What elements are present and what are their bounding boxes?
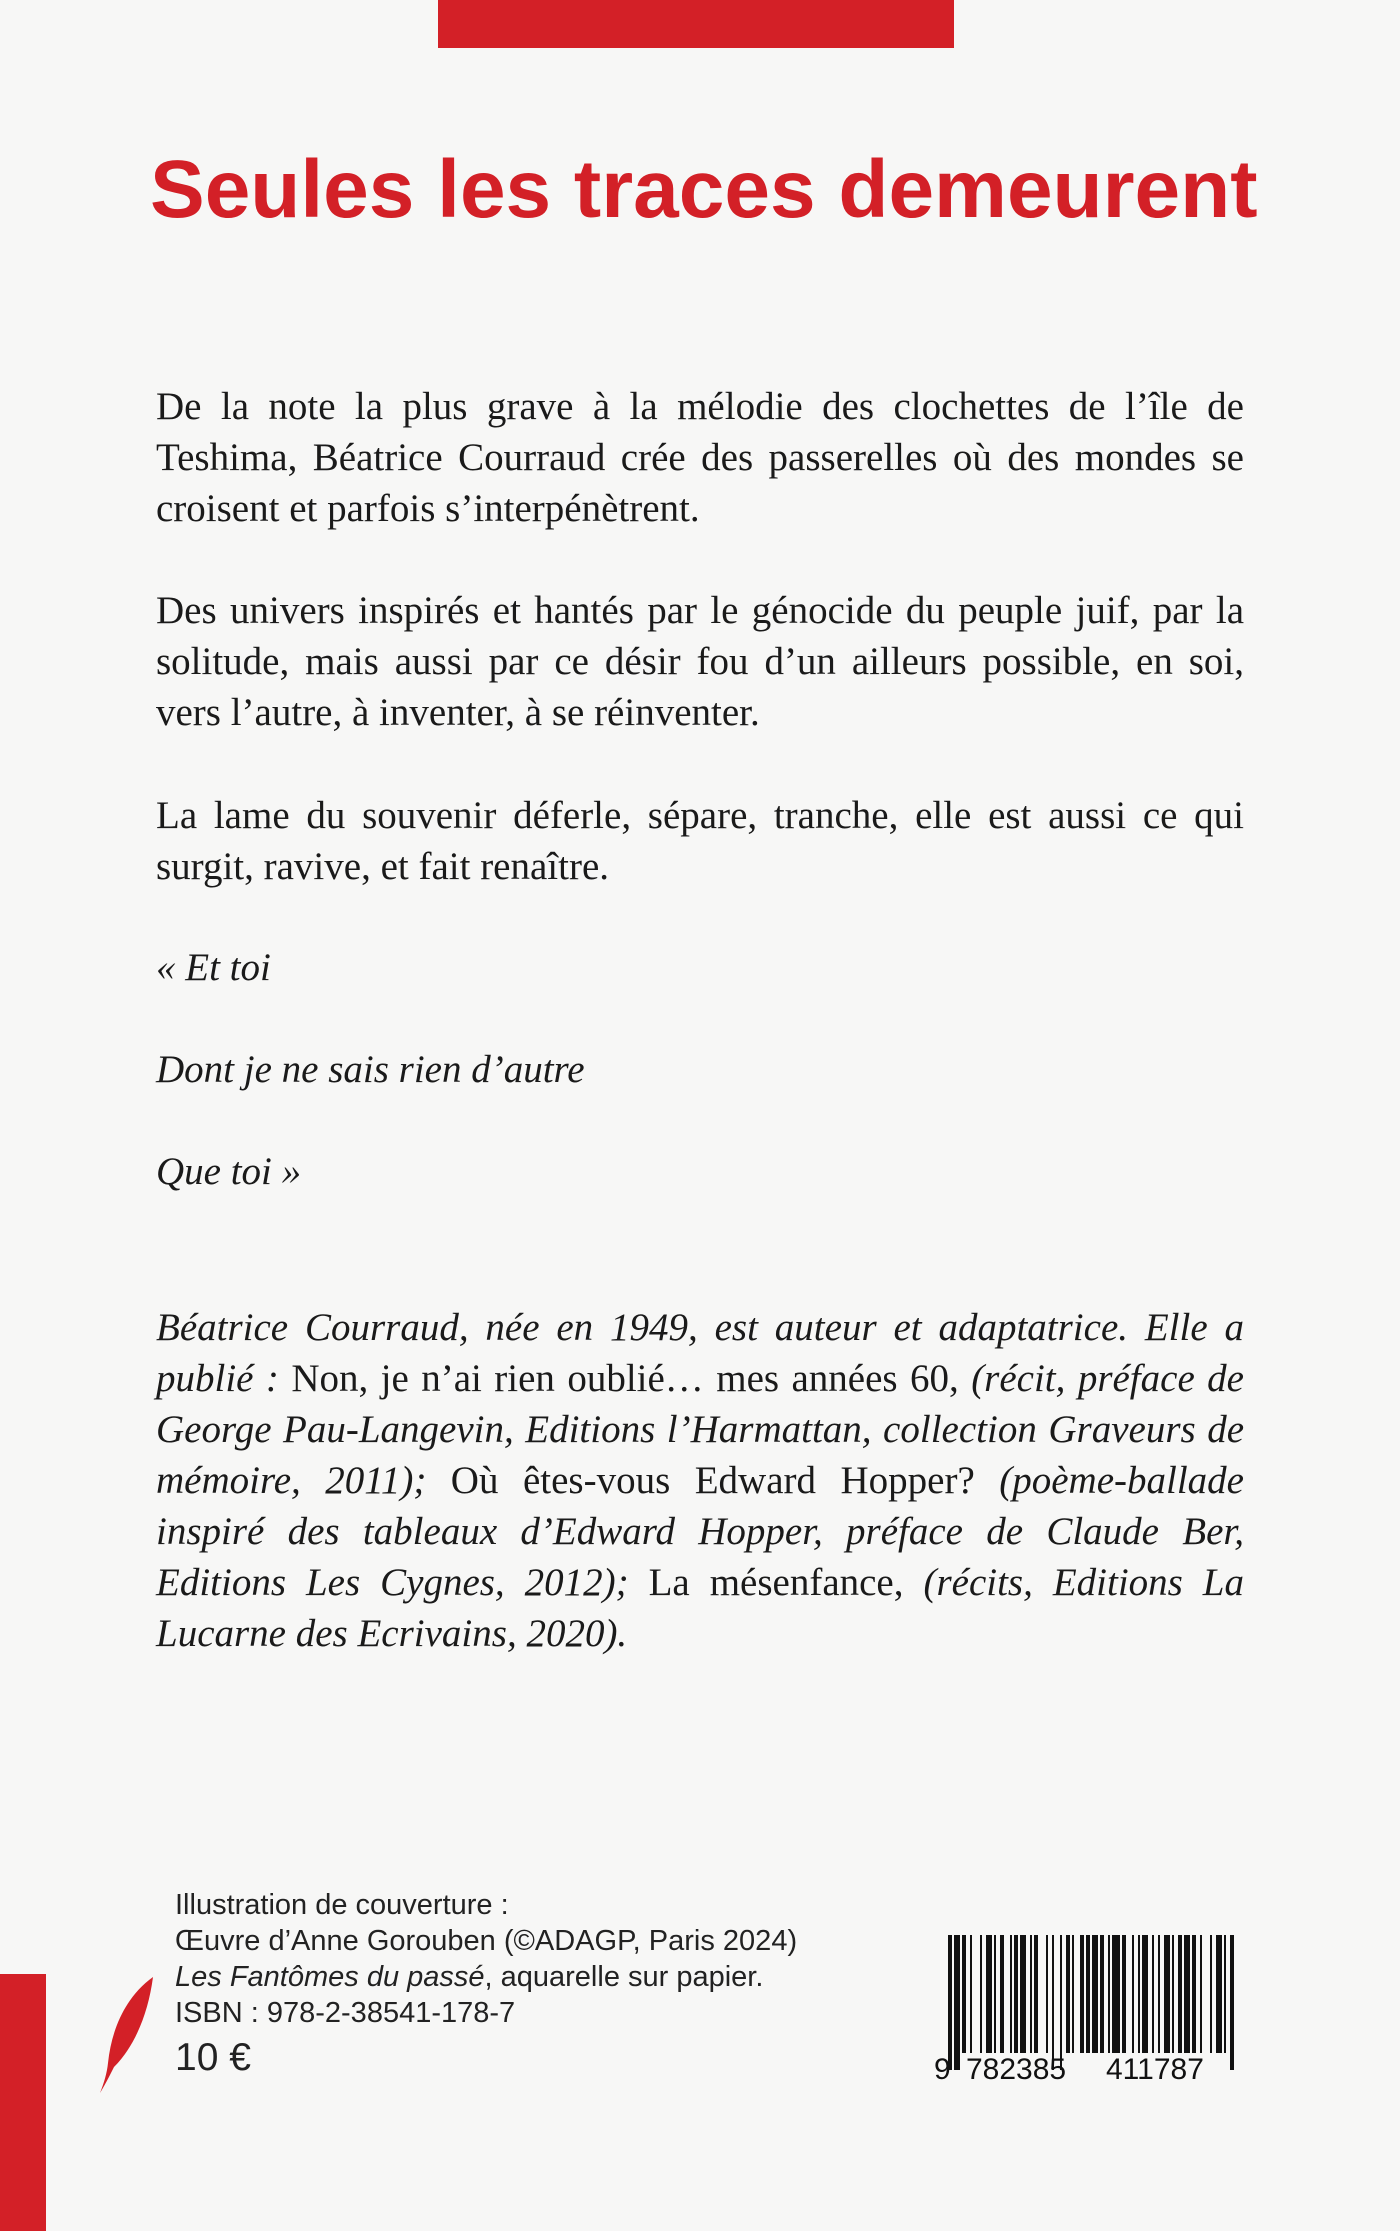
verse-line-3: Que toi » (156, 1150, 302, 1193)
credits-technique (175, 1959, 797, 1995)
barcode-bar (1192, 1935, 1196, 2053)
barcode-bar (970, 1935, 972, 2053)
barcode-bar (1172, 1935, 1174, 2053)
barcode-bar (1112, 1935, 1120, 2053)
book-title: Seules les traces demeurent (150, 144, 1258, 235)
cover-credits (175, 1887, 797, 2081)
barcode-group-2: 411787 (1106, 2053, 1204, 2086)
barcode-bar (1052, 1935, 1054, 2070)
barcode-bar (954, 1935, 960, 2070)
barcode-bar (1092, 1935, 1098, 2053)
bio-book-3-details: (récits, Editions La Lucarne des Ecrivains, 2020). (156, 1561, 1244, 1655)
left-accent-bar (0, 1974, 46, 2231)
barcode-bar (1224, 1935, 1226, 2053)
isbn: ISBN : 978-2-38541-178-7 (175, 1997, 516, 2029)
barcode-bar (1108, 1935, 1110, 2053)
barcode-bar (1152, 1935, 1154, 2053)
barcode-bar (1100, 1935, 1104, 2053)
feather-icon (98, 1975, 158, 2095)
barcode-bar (1046, 1935, 1048, 2053)
barcode-group-1: 782385 (966, 2053, 1067, 2086)
barcode-bar (1086, 1935, 1090, 2053)
barcode-lead-digit: 9 (934, 2053, 951, 2086)
bio-book-3-title: La mésenfance, (628, 1561, 924, 1604)
verse-line-2: Dont je ne sais rien d’autre (156, 1048, 585, 1091)
price: 10 € (175, 2036, 251, 2079)
barcode-bar (1164, 1935, 1170, 2053)
barcode-bar (1230, 1935, 1234, 2070)
author-bio (156, 1302, 1244, 1659)
barcode-bar (1030, 1935, 1032, 2053)
verse-line-1: « Et toi (156, 946, 271, 989)
barcode-bar (994, 1935, 996, 2053)
barcode-bar (980, 1935, 982, 2053)
barcode-bar (986, 1935, 992, 2053)
barcode-bar (948, 1935, 952, 2070)
barcode-bar (1020, 1935, 1026, 2053)
barcode-bar (1122, 1935, 1126, 2053)
artwork-medium: , aquarelle sur papier. (484, 1961, 764, 1993)
barcode-bar (1034, 1935, 1038, 2053)
barcode-bar (1200, 1935, 1202, 2053)
summary-paragraph-3: La lame du souvenir déferle, sépare, tranche, elle est aussi ce qui surgit, ravive, et fait renaître. (156, 794, 1244, 888)
barcode-bar (1132, 1935, 1134, 2053)
barcode-bar (1138, 1935, 1140, 2053)
barcode-bar (1178, 1935, 1182, 2053)
credits-artwork: Œuvre d’Anne Gorouben (©ADAGP, Paris 2024) (175, 1925, 798, 1957)
bio-book-2-title: Où êtes-vous Edward Hopper? (426, 1459, 1000, 1502)
bio-intro: Béatrice Courraud, née en 1949, est auteur et adaptatrice. Elle a publié : (156, 1306, 1244, 1400)
barcode-bar (1158, 1935, 1160, 2053)
top-accent-bar (438, 0, 954, 48)
summary-paragraph-2: Des univers inspirés et hantés par le génocide du peuple juif, par la solitude, mais aussi par ce désir fou d’un ailleurs possible, en soi, vers l’autre, à inventer, à se réinventer. (156, 589, 1244, 734)
barcode-bar (1010, 1935, 1012, 2053)
barcode-bar (1014, 1935, 1018, 2053)
barcode-bar (1080, 1935, 1084, 2053)
bio-book-2-details: (poème-ballade inspiré des tableaux d’Edward Hopper, préface de Claude Ber, Editions Les Cygnes, 2012); (156, 1459, 1244, 1604)
barcode-bar (1066, 1935, 1070, 2053)
bio-book-1-title: Non, je n’ai rien oublié… mes années 60, (278, 1357, 972, 1400)
barcode-bar (1184, 1935, 1190, 2053)
barcode-bar (1142, 1935, 1148, 2053)
barcode-bar (962, 1935, 966, 2053)
barcode-bar (1216, 1935, 1222, 2053)
summary-paragraph-1: De la note la plus grave à la mélodie des clochettes de l’île de Teshima, Béatrice Courraud crée des passerelles où des mondes se croisent et parfois s’interpénètrent. (156, 385, 1244, 530)
credits-heading: Illustration de couverture : (175, 1889, 509, 1921)
artwork-title: Les Fantômes du passé (175, 1961, 485, 1993)
barcode-bar (1000, 1935, 1004, 2053)
barcode (940, 1935, 1240, 2070)
barcode-bar (1072, 1935, 1074, 2053)
barcode-bar (1060, 1935, 1062, 2070)
bio-book-1-details: (récit, préface de George Pau-Langevin, Editions l’Harmattan, collection Graveurs de mémoire, 2011); (156, 1357, 1244, 1502)
barcode-bar (1210, 1935, 1212, 2053)
